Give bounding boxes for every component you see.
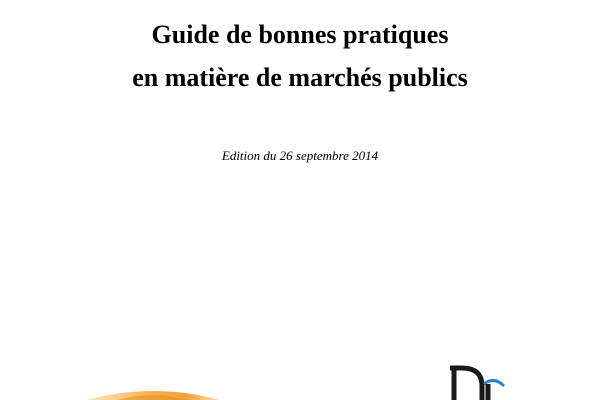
- orange-emblem-logo: [78, 388, 228, 400]
- document-title-line-2: en matière de marchés publics: [132, 63, 468, 92]
- edition-date: Edition du 26 septembre 2014: [221, 148, 379, 163]
- document-title-line-1: Guide de bonnes pratiques: [151, 20, 449, 49]
- dl-monogram-logo: [448, 362, 528, 400]
